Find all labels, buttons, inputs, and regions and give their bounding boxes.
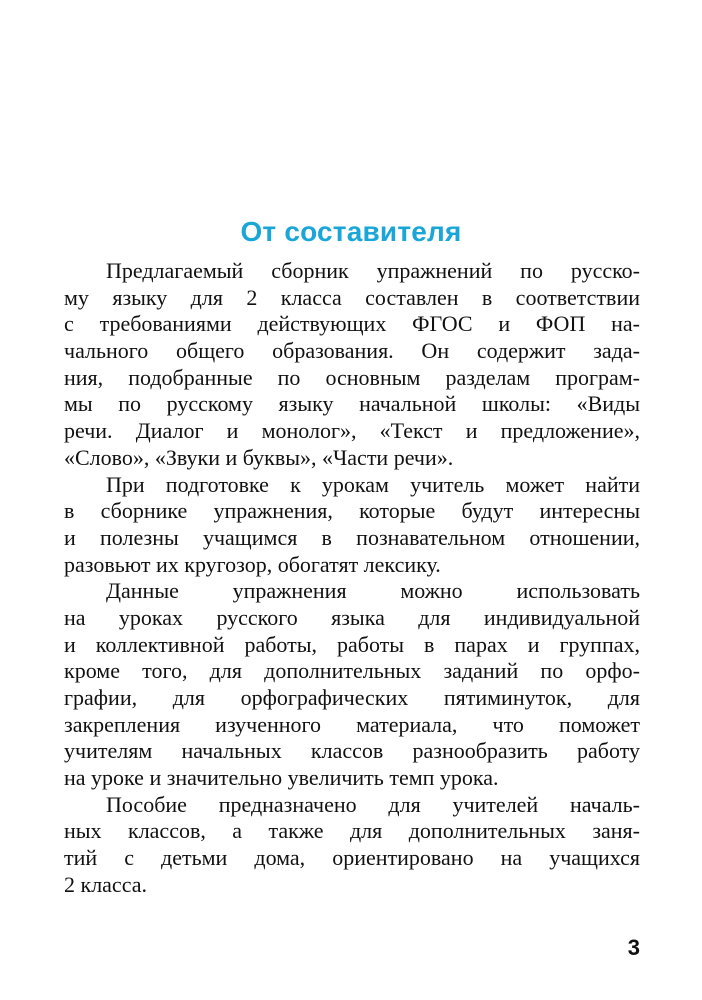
text-line: и полезны учащимся в познавательном отношении, (64, 524, 640, 550)
text-line: на уроках русского языка для индивидуальной (64, 604, 640, 630)
text-line: Пособие предназначено для учителей началь- (106, 791, 640, 817)
text-line: му языку для 2 класса составлен в соответствии (64, 284, 640, 310)
text-line: графии, для орфографических пятиминуток, для (64, 685, 640, 710)
text-line: ния, подобранные по основным разделам програм- (64, 364, 640, 390)
text-line: ных классов, а также для дополнительных заня- (64, 818, 640, 844)
text-line: При подготовке к урокам учитель может найти (106, 471, 640, 497)
text-line: 2 класса. (64, 871, 147, 897)
text-line: учителям начальных классов разнообразить работу (64, 738, 640, 764)
text-line: с требованиями действующих ФГОС и ФОП на- (64, 311, 640, 337)
text-line: тий с детьми дома, ориентировано на учащихся (64, 845, 640, 871)
page-number: 3 (627, 935, 640, 960)
text-line: мы по русскому языку начальной школы: «Виды (64, 391, 640, 417)
text-line: кроме того, для дополнительных заданий по орфо- (64, 658, 640, 684)
text-line: чального общего образования. Он содержит зада- (64, 338, 640, 364)
text-line: в сборнике упражнения, которые будут интересны (64, 498, 640, 524)
text-line: речи. Диалог и монолог», «Текст и предложение», (64, 418, 640, 444)
text-line: и коллективной работы, работы в парах и группах, (64, 631, 640, 657)
page-title: От составителя (240, 216, 462, 247)
text-line: Предлагаемый сборник упражнений по русско- (106, 258, 640, 283)
body-text (64, 258, 640, 899)
text-line: «Слово», «Звуки и буквы», «Части речи». (64, 444, 454, 470)
text-line: закрепления изученного материала, что поможет (64, 711, 640, 737)
text-line: разовьют их кругозор, обогатят лексику. (64, 551, 441, 577)
text-line: Данные упражнения можно использовать (106, 578, 640, 604)
text-line: на уроке и значительно увеличить темп урока. (64, 765, 499, 791)
